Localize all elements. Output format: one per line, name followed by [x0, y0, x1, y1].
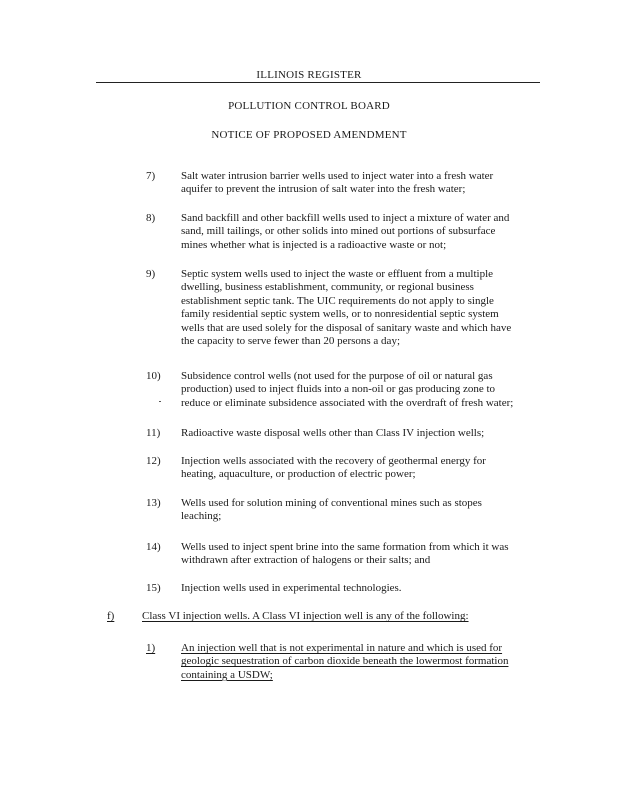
- text-line: Injection wells associated with the recovery of geothermal energy for: [181, 455, 486, 467]
- item-number: 15): [146, 582, 161, 594]
- text-line: containing a USDW;: [181, 668, 273, 681]
- item-text: [181, 427, 484, 440]
- item-text: [181, 370, 513, 410]
- text-line: production) used to inject fluids into a non-oil or gas producing zone to: [181, 383, 496, 396]
- text-line: sand, mill tailings, or other solids into mined out portions of subsurface: [181, 225, 496, 238]
- text-line: reduce or eliminate subsidence associated with the overdraft of fresh water;: [181, 396, 514, 409]
- item-number: 14): [146, 541, 161, 553]
- text-line: dwelling, business establishment, community, or regional business: [181, 281, 474, 294]
- text-line: An injection well that is not experimental in nature and which is used for: [181, 642, 503, 654]
- item-text: [181, 582, 402, 595]
- board-title: POLLUTION CONTROL BOARD: [228, 100, 390, 112]
- item-number: 13): [146, 497, 161, 509]
- text-line: Sand backfill and other backfill wells used to inject a mixture of water and: [181, 212, 510, 224]
- item-number: 1): [146, 642, 156, 654]
- notice-title: NOTICE OF PROPOSED AMENDMENT: [211, 129, 407, 141]
- item-text: [181, 541, 509, 568]
- item-number: 7): [146, 170, 156, 182]
- text-line: Septic system wells used to inject the waste or effluent from a multiple: [181, 268, 494, 280]
- text-line: Class VI injection wells. A Class VI injection well is any of the following:: [142, 610, 469, 622]
- text-line: geologic sequestration of carbon dioxide beneath the lowermost formation: [181, 655, 509, 668]
- section-text: [142, 610, 469, 623]
- text-line: aquifer to prevent the intrusion of salt water into the fresh water;: [181, 183, 466, 196]
- text-line: Subsidence control wells (not used for the purpose of oil or natural gas: [181, 370, 493, 382]
- item-text: [181, 170, 493, 197]
- header-rule: [96, 82, 540, 83]
- register-title: ILLINOIS REGISTER: [256, 69, 362, 81]
- text-line: Injection wells used in experimental technologies.: [181, 582, 402, 594]
- text-line: family residential septic system wells, or to nonresidential septic system: [181, 308, 499, 321]
- item-text: [181, 497, 482, 524]
- item-text: [181, 642, 508, 682]
- item-text: [181, 212, 509, 252]
- section-letter: f): [107, 610, 115, 622]
- text-line: withdrawn after extraction of halogens or their salts; and: [181, 554, 431, 567]
- item-number: 11): [146, 427, 161, 439]
- text-line: heating, aquaculture, or production of electric power;: [181, 468, 416, 481]
- text-line: Salt water intrusion barrier wells used to inject water into a fresh water: [181, 170, 494, 182]
- text-line: Wells used for solution mining of conventional mines such as stopes: [181, 497, 482, 509]
- item-number: 9): [146, 268, 156, 280]
- text-line: establishment septic tank. The UIC requirements do not apply to single: [181, 294, 494, 307]
- item-number: 8): [146, 212, 156, 224]
- item-text: [181, 455, 486, 482]
- item-number: 12): [146, 455, 161, 467]
- item-text: [181, 268, 511, 348]
- text-line: leaching;: [181, 510, 222, 523]
- scan-speck: [159, 401, 161, 402]
- item-number: 10): [146, 370, 161, 382]
- text-line: wells that are used solely for the disposal of sanitary waste and which have: [181, 321, 512, 334]
- text-line: Wells used to inject spent brine into the same formation from which it was: [181, 541, 509, 553]
- text-line: the capacity to serve fewer than 20 persons a day;: [181, 335, 400, 348]
- text-line: mines whether what is injected is a radioactive waste or not;: [181, 238, 447, 251]
- text-line: Radioactive waste disposal wells other than Class IV injection wells;: [181, 427, 485, 439]
